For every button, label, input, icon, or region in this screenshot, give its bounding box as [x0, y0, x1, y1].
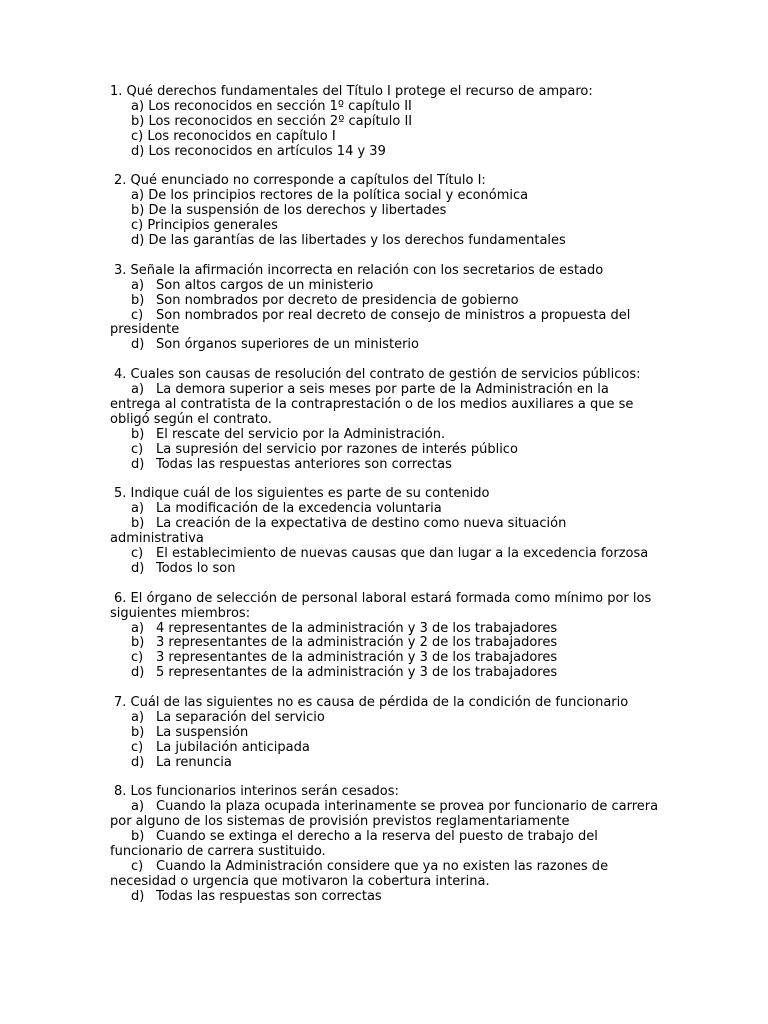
- option-text: La jubilación anticipada: [156, 739, 310, 755]
- option-c: [110, 547, 662, 562]
- option-text: La demora superior a seis meses por parte de la Administración en la entrega al contratista de la contraprestación o de los medios auxiliares a que se obligó según el contrato.: [110, 382, 634, 427]
- option-letter: c): [131, 546, 144, 562]
- option-b: [110, 636, 662, 651]
- option-letter: a): [131, 382, 145, 398]
- option-letter: a): [131, 620, 145, 636]
- question-text: 6. El órgano de selección de personal laboral estará formada como mínimo por los siguientes miembros:: [110, 590, 652, 621]
- option-c: [110, 651, 662, 666]
- option-text: De la suspensión de los derechos y libertades: [148, 203, 447, 219]
- question-text: 7. Cuál de las siguientes no es causa de pérdida de la condición de funcionario: [114, 695, 629, 711]
- option-letter: d): [131, 754, 145, 770]
- option-text: De las garantías de las libertades y los derechos fundamentales: [148, 233, 566, 249]
- option-text: Todos lo son: [156, 560, 236, 576]
- option-text: La modificación de la excedencia voluntaria: [156, 501, 442, 517]
- option-d: [110, 562, 662, 577]
- option-d: [110, 145, 662, 160]
- option-letter: d): [131, 665, 145, 681]
- option-letter: d): [131, 233, 145, 249]
- option-letter: d): [131, 888, 145, 904]
- option-d: [110, 458, 662, 473]
- option-text: 3 representantes de la administración y 3 de los trabajadores: [156, 650, 558, 666]
- questionnaire: [110, 85, 662, 920]
- option-letter: c): [131, 307, 144, 323]
- option-text: De los principios rectores de la política social y económica: [148, 188, 529, 204]
- option-a: [110, 622, 662, 637]
- question-2: [110, 174, 662, 249]
- option-text: Todas las respuestas son correctas: [156, 888, 382, 904]
- question-7: [110, 696, 662, 771]
- option-text: 3 representantes de la administración y 2 de los trabajadores: [156, 635, 558, 651]
- option-c: [110, 130, 662, 145]
- option-b: [110, 830, 662, 860]
- option-c: [110, 219, 662, 234]
- option-letter: c): [131, 650, 144, 666]
- option-c: [110, 741, 662, 756]
- option-text: Principios generales: [147, 218, 278, 234]
- option-text: La supresión del servicio por razones de interés público: [156, 441, 518, 457]
- option-text: Los reconocidos en sección 2º capítulo II: [148, 113, 413, 129]
- question-text: 5. Indique cuál de los siguientes es parte de su contenido: [114, 486, 490, 502]
- question-text: 2. Qué enunciado no corresponde a capítulos del Título I:: [114, 173, 486, 189]
- option-b: [110, 428, 662, 443]
- option-letter: a): [131, 709, 145, 725]
- option-text: Los reconocidos en artículos 14 y 39: [148, 143, 386, 159]
- option-a: [110, 800, 662, 830]
- option-text: La suspensión: [156, 724, 249, 740]
- option-b: [110, 517, 662, 547]
- option-letter: d): [131, 456, 145, 472]
- option-c: [110, 860, 662, 890]
- option-letter: c): [131, 128, 144, 144]
- option-d: [110, 890, 662, 905]
- option-text: La renuncia: [156, 754, 232, 770]
- question-6: [110, 592, 662, 681]
- question-text: 3. Señale la afirmación incorrecta en relación con los secretarios de estado: [114, 262, 604, 278]
- option-a: [110, 383, 662, 428]
- option-d: [110, 338, 662, 353]
- question-3: [110, 264, 662, 353]
- option-letter: b): [131, 113, 145, 129]
- option-letter: b): [131, 292, 145, 308]
- option-d: [110, 756, 662, 771]
- question-5: [110, 487, 662, 576]
- option-letter: b): [131, 635, 145, 651]
- option-letter: a): [131, 277, 145, 293]
- option-letter: c): [131, 441, 144, 457]
- option-a: [110, 279, 662, 294]
- option-text: Los reconocidos en capítulo I: [147, 128, 336, 144]
- option-b: [110, 726, 662, 741]
- option-text: 4 representantes de la administración y 3 de los trabajadores: [156, 620, 558, 636]
- option-text: Cuando se extinga el derecho a la reserva del puesto de trabajo del funcionario de carrera sustituido.: [110, 829, 598, 860]
- option-letter: c): [131, 859, 144, 875]
- option-text: Son nombrados por real decreto de consejo de ministros a propuesta del presidente: [110, 307, 631, 338]
- option-a: [110, 502, 662, 517]
- option-letter: b): [131, 724, 145, 740]
- option-letter: d): [131, 337, 145, 353]
- option-letter: a): [131, 98, 145, 114]
- option-d: [110, 234, 662, 249]
- option-b: [110, 204, 662, 219]
- option-letter: a): [131, 188, 145, 204]
- option-a: [110, 189, 662, 204]
- option-letter: a): [131, 501, 145, 517]
- question-text: 4. Cuales son causas de resolución del contrato de gestión de servicios públicos:: [114, 367, 641, 383]
- option-letter: d): [131, 560, 145, 576]
- option-b: [110, 115, 662, 130]
- option-text: La separación del servicio: [156, 709, 325, 725]
- option-text: Son altos cargos de un ministerio: [156, 277, 374, 293]
- question-text: 8. Los funcionarios interinos serán cesados:: [114, 784, 399, 800]
- option-text: Son órganos superiores de un ministerio: [156, 337, 419, 353]
- option-text: Son nombrados por decreto de presidencia de gobierno: [156, 292, 519, 308]
- option-text: 5 representantes de la administración y 3 de los trabajadores: [156, 665, 558, 681]
- question-8: [110, 785, 662, 904]
- question-1: [110, 85, 662, 160]
- option-letter: c): [131, 218, 144, 234]
- option-letter: b): [131, 829, 145, 845]
- option-letter: b): [131, 426, 145, 442]
- option-text: El rescate del servicio por la Administración.: [156, 426, 446, 442]
- option-letter: b): [131, 203, 145, 219]
- option-letter: b): [131, 516, 145, 532]
- question-text: 1. Qué derechos fundamentales del Título I protege el recurso de amparo:: [110, 84, 593, 99]
- option-text: Los reconocidos en sección 1º capítulo II: [148, 98, 412, 114]
- option-letter: c): [131, 739, 144, 755]
- option-letter: a): [131, 799, 145, 815]
- option-text: La creación de la expectativa de destino como nueva situación administrativa: [110, 516, 567, 547]
- option-d: [110, 666, 662, 681]
- option-a: [110, 100, 662, 115]
- option-text: Cuando la Administración considere que ya no existen las razones de necesidad o urgencia que motivaron la cobertura interina.: [110, 859, 609, 889]
- option-a: [110, 711, 662, 726]
- option-text: El establecimiento de nuevas causas que dan lugar a la excedencia forzosa: [156, 546, 649, 562]
- option-text: Todas las respuestas anteriores son correctas: [156, 456, 452, 472]
- option-c: [110, 443, 662, 458]
- option-text: Cuando la plaza ocupada interinamente se provea por funcionario de carrera por alguno de los sistemas de provisión previstos reglamentariamente: [110, 799, 659, 830]
- question-4: [110, 368, 662, 472]
- option-letter: d): [131, 143, 145, 159]
- option-b: [110, 294, 662, 309]
- option-c: [110, 309, 662, 339]
